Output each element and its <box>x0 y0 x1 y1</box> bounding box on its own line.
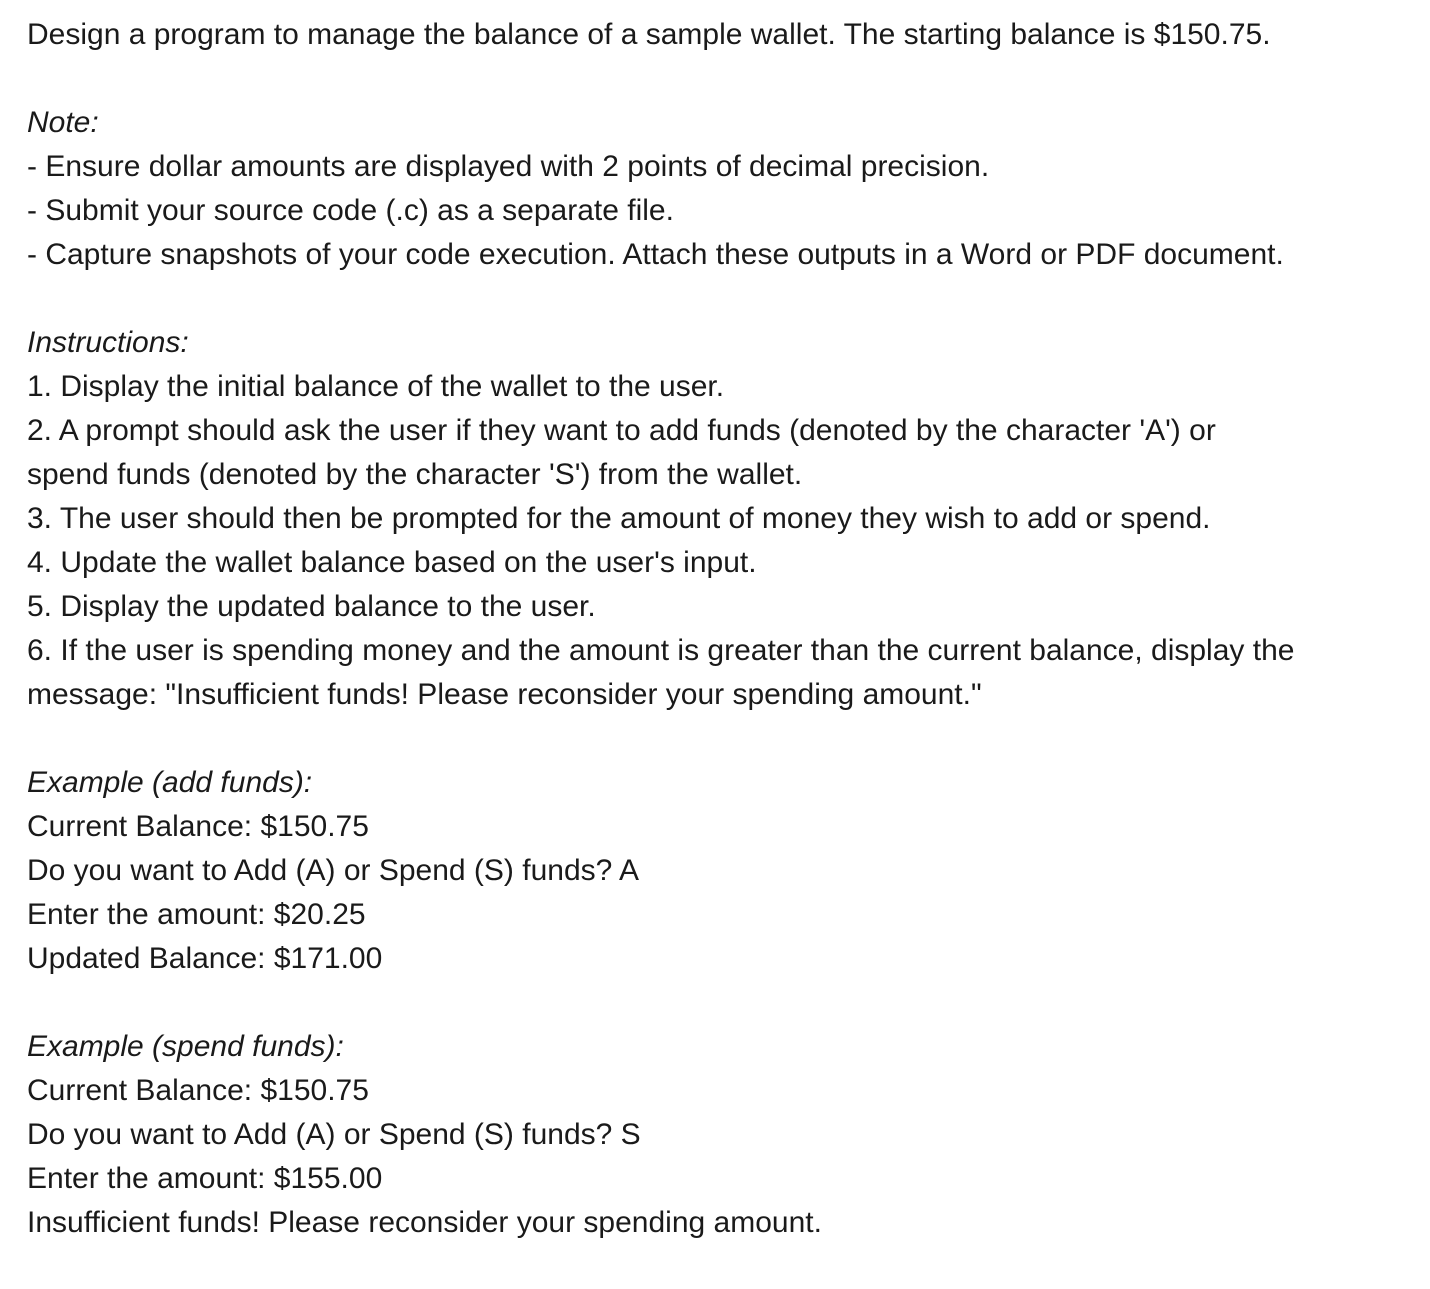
example-spend-line: Enter the amount: $155.00 <box>27 1162 383 1195</box>
instruction-line: 1. Display the initial balance of the wallet to the user. <box>27 370 725 403</box>
instruction-line: 6. If the user is spending money and the amount is greater than the current balance, display the <box>27 634 1295 667</box>
note-heading: Note: <box>27 106 99 139</box>
instruction-line: message: "Insufficient funds! Please reconsider your spending amount." <box>27 678 982 711</box>
instruction-line: 2. A prompt should ask the user if they want to add funds (denoted by the character 'A') or <box>27 414 1216 447</box>
note-item: - Ensure dollar amounts are displayed with 2 points of decimal precision. <box>27 150 990 183</box>
instruction-line: 3. The user should then be prompted for the amount of money they wish to add or spend. <box>27 502 1211 535</box>
example-add-heading: Example (add funds): <box>27 766 313 799</box>
spacer <box>27 717 1422 761</box>
spacer <box>27 57 1422 101</box>
example-add-line: Do you want to Add (A) or Spend (S) funds? A <box>27 854 640 887</box>
assignment-document <box>27 13 1422 1245</box>
example-spend-heading: Example (spend funds): <box>27 1030 344 1063</box>
example-add-line: Enter the amount: $20.25 <box>27 898 366 931</box>
instruction-line: 5. Display the updated balance to the user. <box>27 590 596 623</box>
intro-text: Design a program to manage the balance of a sample wallet. The starting balance is $150.75. <box>27 18 1271 51</box>
spacer <box>27 277 1422 321</box>
note-item: - Capture snapshots of your code execution. Attach these outputs in a Word or PDF document. <box>27 238 1284 271</box>
instruction-line: 4. Update the wallet balance based on the user's input. <box>27 546 757 579</box>
example-add-line: Current Balance: $150.75 <box>27 810 369 843</box>
spacer <box>27 981 1422 1025</box>
example-add-line: Updated Balance: $171.00 <box>27 942 383 975</box>
instruction-line: spend funds (denoted by the character 'S') from the wallet. <box>27 458 803 491</box>
example-spend-line: Insufficient funds! Please reconsider your spending amount. <box>27 1206 822 1239</box>
example-spend-line: Current Balance: $150.75 <box>27 1074 369 1107</box>
example-spend-line: Do you want to Add (A) or Spend (S) funds? S <box>27 1118 641 1151</box>
instructions-heading: Instructions: <box>27 326 189 359</box>
note-item: - Submit your source code (.c) as a separate file. <box>27 194 674 227</box>
